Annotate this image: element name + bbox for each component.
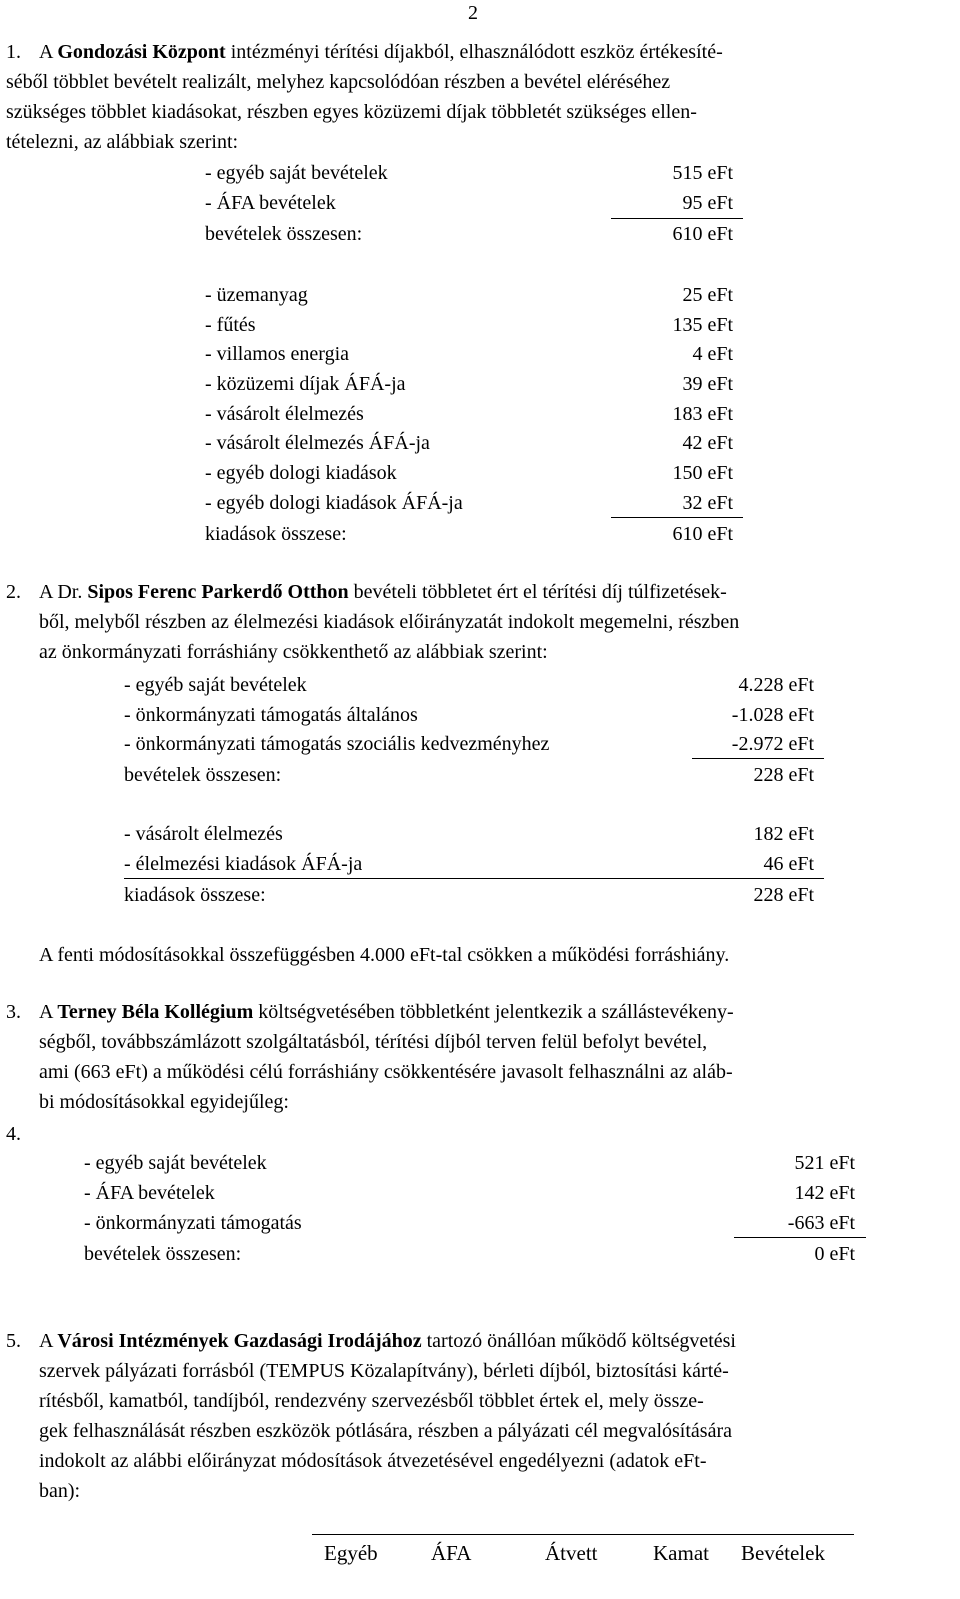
section-2-paragraph-cont <box>39 607 940 667</box>
sum-rule <box>734 1237 866 1238</box>
expense-row: - üzemanyag 25 eFt <box>205 284 733 306</box>
section-3-number: 3. <box>6 1001 21 1023</box>
section-2-line-1: A Dr. Sipos Ferenc Parkerdő Otthon bevételi többletet ért el térítési díj túlfizetések- <box>39 581 727 603</box>
revenue-row: - önkormányzati támogatás -663 eFt <box>84 1212 855 1234</box>
table-header-cell: Egyéb <box>324 1541 378 1565</box>
table-header-cell: Bevételek <box>741 1541 825 1565</box>
sum-rule <box>611 517 743 518</box>
revenue-row: - ÁFA bevételek 95 eFt <box>205 192 733 214</box>
institution-name: Városi Intézmények Gazdasági Irodájához <box>57 1330 422 1352</box>
page-number: 2 <box>468 2 478 24</box>
institution-name: Terney Béla Kollégium <box>57 1001 254 1023</box>
section-1-number: 1. <box>6 41 21 63</box>
section-2-number: 2. <box>6 581 21 603</box>
section-1-line-4: tételezni, az alábbiak szerint: <box>6 131 239 153</box>
institution-name: Gondozási Központ <box>57 41 226 63</box>
expense-row: - vásárolt élelmezés 183 eFt <box>205 403 733 425</box>
revenue-total-row: bevételek összesen: 228 eFt <box>124 764 814 786</box>
expense-row: - élelmezési kiadások ÁFÁ-ja 46 eFt <box>124 853 814 875</box>
section-3-line-3: ami (663 eFt) a működési célú forráshiány csökkentésére javasolt felhasználni az aláb- <box>39 1061 733 1083</box>
expense-row: - egyéb dologi kiadások 150 eFt <box>205 462 733 484</box>
section-1-line-1: A Gondozási Központ intézményi térítési díjakból, elhasználódott eszköz értékesíté- <box>39 41 723 63</box>
expense-total-row: kiadások összese: 610 eFt <box>205 523 733 545</box>
section-5-number: 5. <box>6 1330 21 1352</box>
section-3-paragraph <box>39 997 940 1117</box>
section-5-line-2: szervek pályázati forrásból (TEMPUS Közalapítvány), bérleti díjból, biztosítási kárté- <box>39 1360 729 1382</box>
revenue-row: - egyéb saját bevételek 521 eFt <box>84 1152 855 1174</box>
section-3-line-4: bi módosításokkal egyidejűleg: <box>39 1091 289 1113</box>
section-2-line-2: ből, melyből részben az élelmezési kiadások előirányzatát indokolt megemelni, részben <box>39 611 740 633</box>
section-2-note: A fenti módosításokkal összefüggésben 4.000 eFt-tal csökken a működési forráshiány. <box>39 944 730 966</box>
revenue-row: - ÁFA bevételek 142 eFt <box>84 1182 855 1204</box>
institution-name: Sipos Ferenc Parkerdő Otthon <box>87 581 349 603</box>
section-1-paragraph <box>39 37 940 67</box>
revenue-row: - önkormányzati támogatás szociális kedvezményhez -2.972 eFt <box>124 733 814 755</box>
section-4-number: 4. <box>6 1123 21 1145</box>
section-5-line-6: ban): <box>39 1480 81 1502</box>
table-top-rule <box>312 1534 854 1535</box>
expense-row: - közüzemi díjak ÁFÁ-ja 39 eFt <box>205 373 733 395</box>
table-header-cell: Átvett <box>545 1541 598 1565</box>
revenue-row: - egyéb saját bevételek 4.228 eFt <box>124 674 814 696</box>
sum-rule <box>692 758 824 759</box>
revenue-total-row: bevételek összesen: 610 eFt <box>205 223 733 245</box>
expense-row: - egyéb dologi kiadások ÁFÁ-ja 32 eFt <box>205 492 733 514</box>
section-5-line-4: gek felhasználását részben eszközök pótlására, részben a pályázati cél megvalósítására <box>39 1420 732 1442</box>
table-header-cell: ÁFA <box>431 1541 472 1565</box>
expense-row: - vásárolt élelmezés ÁFÁ-ja 42 eFt <box>205 432 733 454</box>
revenue-row: - önkormányzati támogatás általános -1.028 eFt <box>124 704 814 726</box>
section-5-line-3: rítésből, kamatból, tandíjból, rendezvény szervezésből többlet értek el, mely össze- <box>39 1390 704 1412</box>
expense-total-row: kiadások összese: 228 eFt <box>124 884 814 906</box>
expense-row: - villamos energia 4 eFt <box>205 343 733 365</box>
expense-row: - vásárolt élelmezés 182 eFt <box>124 823 814 845</box>
section-5-line-5: indokolt az alábbi előirányzat módosítások átvezetésével engedélyezni (adatok eFt- <box>39 1450 707 1472</box>
table-header-cell: Kamat <box>653 1541 709 1565</box>
section-1-line-3: szükséges többlet kiadásokat, részben egyes közüzemi díjak többletét szükséges ellen- <box>6 101 697 123</box>
section-2-line-3: az önkormányzati forráshiány csökkenthető az alábbiak szerint: <box>39 641 548 663</box>
revenue-row: - egyéb saját bevételek 515 eFt <box>205 162 733 184</box>
section-3-line-2: ségből, továbbszámlázott szolgáltatásból, térítési díjból terven felül befolyt bevétel, <box>39 1031 708 1053</box>
section-1-paragraph-cont <box>6 67 940 157</box>
expense-row: - fűtés 135 eFt <box>205 314 733 336</box>
revenue-total-row: bevételek összesen: 0 eFt <box>84 1243 855 1265</box>
section-1-line-2: séből többlet bevételt realizált, melyhez kapcsolódóan részben a bevétel eléréséhez <box>6 71 671 93</box>
section-5-line-1: A Városi Intézmények Gazdasági Irodájához tartozó önállóan működő költségvetési <box>39 1330 736 1352</box>
section-2-paragraph <box>39 577 940 607</box>
section-3-line-1: A Terney Béla Kollégium költségvetésében többletként jelentkezik a szállástevékeny- <box>39 1001 734 1023</box>
section-5-paragraph <box>39 1326 940 1506</box>
sum-rule <box>124 878 824 879</box>
